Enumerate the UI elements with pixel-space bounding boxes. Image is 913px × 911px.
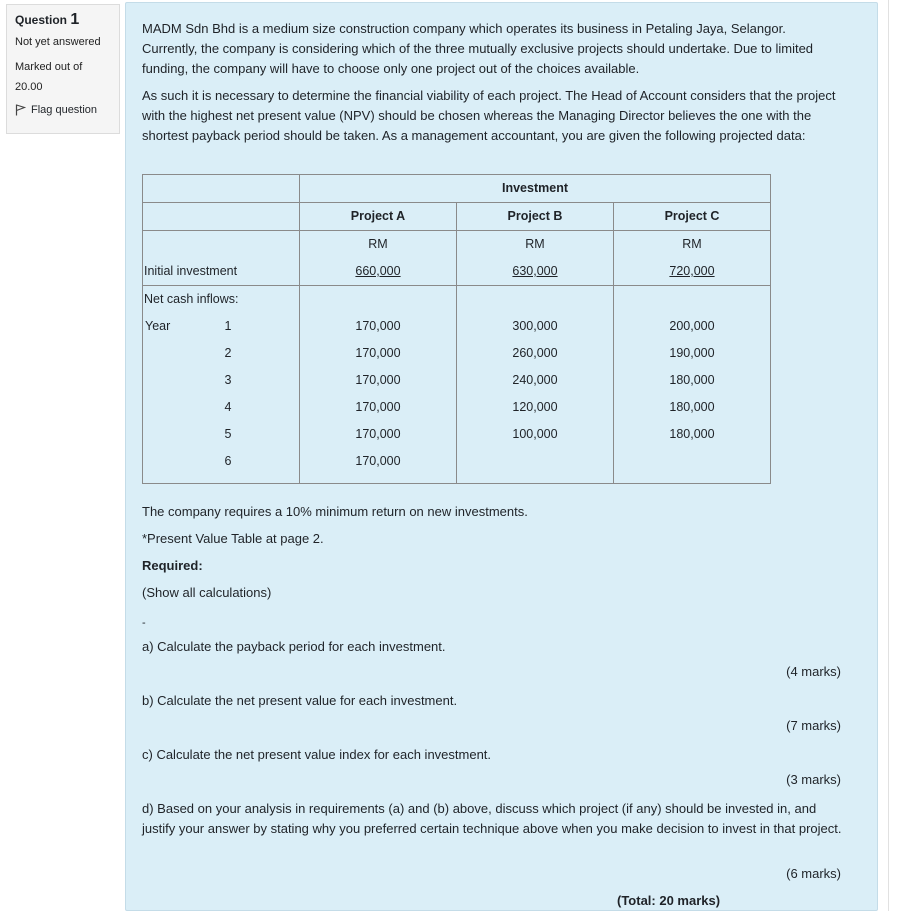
project-a-inflow: 170,000 [355,346,401,360]
flag-icon [15,104,26,116]
project-a-initial-cell [300,231,457,286]
project-a-inflow: 170,000 [355,427,401,441]
year-number: 5 [224,427,232,441]
year-row [143,340,299,367]
projected-data-table [142,174,771,484]
requirement-d-marks: (6 marks) [786,866,841,881]
year-number: 2 [224,346,232,360]
page-edge-divider [888,0,889,911]
requirement-a: a) Calculate the payback period for each investment. [142,639,446,654]
year-row [143,313,299,340]
question-content [125,2,878,911]
flag-question-button[interactable] [15,104,111,116]
initial-investment-label: Initial investment [144,264,238,278]
question-number: 1 [70,11,80,28]
project-b-inflows [457,286,614,484]
requirement-b: b) Calculate the net present value for each investment. [142,693,458,708]
intro-paragraph-2: As such it is necessary to determine the financial viability of each project. The Head of Account considers that the project with the highest net present value (NPV) should be chosen whereas the Managing Director believes the one with the shortest payback period should be taken. As a management accountant, you are given the following projected data: [142,88,836,143]
question-heading [15,11,111,29]
project-c-inflow: 190,000 [669,346,715,360]
requirement-a-marks: (4 marks) [786,664,841,679]
intro-paragraph-1: MADM Sdn Bhd is a medium size construction company which operates its business in Petaling Jaya, Selangor. Currently, the company is considering which of the three mutually exclusive projects should undertake. Due to limited funding, the company will have to choose only one project out of the choices available. [142,21,814,76]
project-a-inflows [300,286,457,484]
net-cash-inflows-label: Net cash inflows: [144,292,239,306]
investment-header: Investment [300,175,771,203]
currency-label: RM [368,237,388,251]
year-number: 3 [224,373,232,387]
requirement-c: c) Calculate the net present value index for each investment. [142,747,492,762]
requirement-b-marks: (7 marks) [786,718,841,733]
project-c-inflow: 200,000 [669,319,715,333]
year-number: 6 [224,454,232,468]
total-marks: (Total: 20 marks) [617,893,721,908]
project-b-inflow: 120,000 [512,400,558,414]
project-a-initial: 660,000 [355,264,401,278]
year-row [143,394,299,421]
empty-header-cell [143,175,300,203]
label-column [143,231,300,286]
cash-inflow-labels [143,286,300,484]
pv-table-note: *Present Value Table at page 2. [142,531,324,546]
flag-question-label: Flag question [31,104,98,116]
project-a-inflow: 170,000 [355,319,401,333]
year-label: Year [145,319,171,333]
marked-out-of-value: 20.00 [15,81,43,93]
project-c-inflows [614,286,771,484]
project-b-initial: 630,000 [512,264,558,278]
year-number: 4 [224,400,232,414]
project-c-initial: 720,000 [669,264,715,278]
project-a-inflow: 170,000 [355,400,401,414]
project-b-inflow: 300,000 [512,319,558,333]
currency-label: RM [525,237,545,251]
requirement-c-marks: (3 marks) [786,772,841,787]
empty-header-cell [143,203,300,231]
year-number: 1 [224,319,232,333]
marked-out-of-label: Marked out of [15,61,83,73]
year-row [143,448,299,475]
year-row [143,367,299,394]
requirement-d: d) Based on your analysis in requirements (a) and (b) above, discuss which project (if any) should be invested in, and justify your answer by stating why you preferred certain technique above when you make decision to invest in that project. [142,801,842,836]
project-b-initial-cell [457,231,614,286]
project-c-inflow: 180,000 [669,400,715,414]
question-info-panel [6,4,120,134]
project-a-inflow: 170,000 [355,373,401,387]
separator-dash: - [142,617,146,629]
currency-label: RM [682,237,702,251]
project-b-inflow: 260,000 [512,346,558,360]
project-c-inflow: 180,000 [669,427,715,441]
project-b-inflow: 100,000 [512,427,558,441]
project-b-header: Project B [457,203,614,231]
question-status: Not yet answered [15,36,101,48]
show-calculations-note: (Show all calculations) [142,585,272,600]
project-c-header: Project C [614,203,771,231]
project-c-inflow: 180,000 [669,373,715,387]
required-heading: Required: [142,558,203,573]
question-label: Question [15,13,68,27]
project-c-initial-cell [614,231,771,286]
year-row [143,421,299,448]
project-a-header: Project A [300,203,457,231]
project-b-inflow: 240,000 [512,373,558,387]
project-a-inflow: 170,000 [355,454,401,468]
minimum-return-text: The company requires a 10% minimum return on new investments. [142,504,528,519]
